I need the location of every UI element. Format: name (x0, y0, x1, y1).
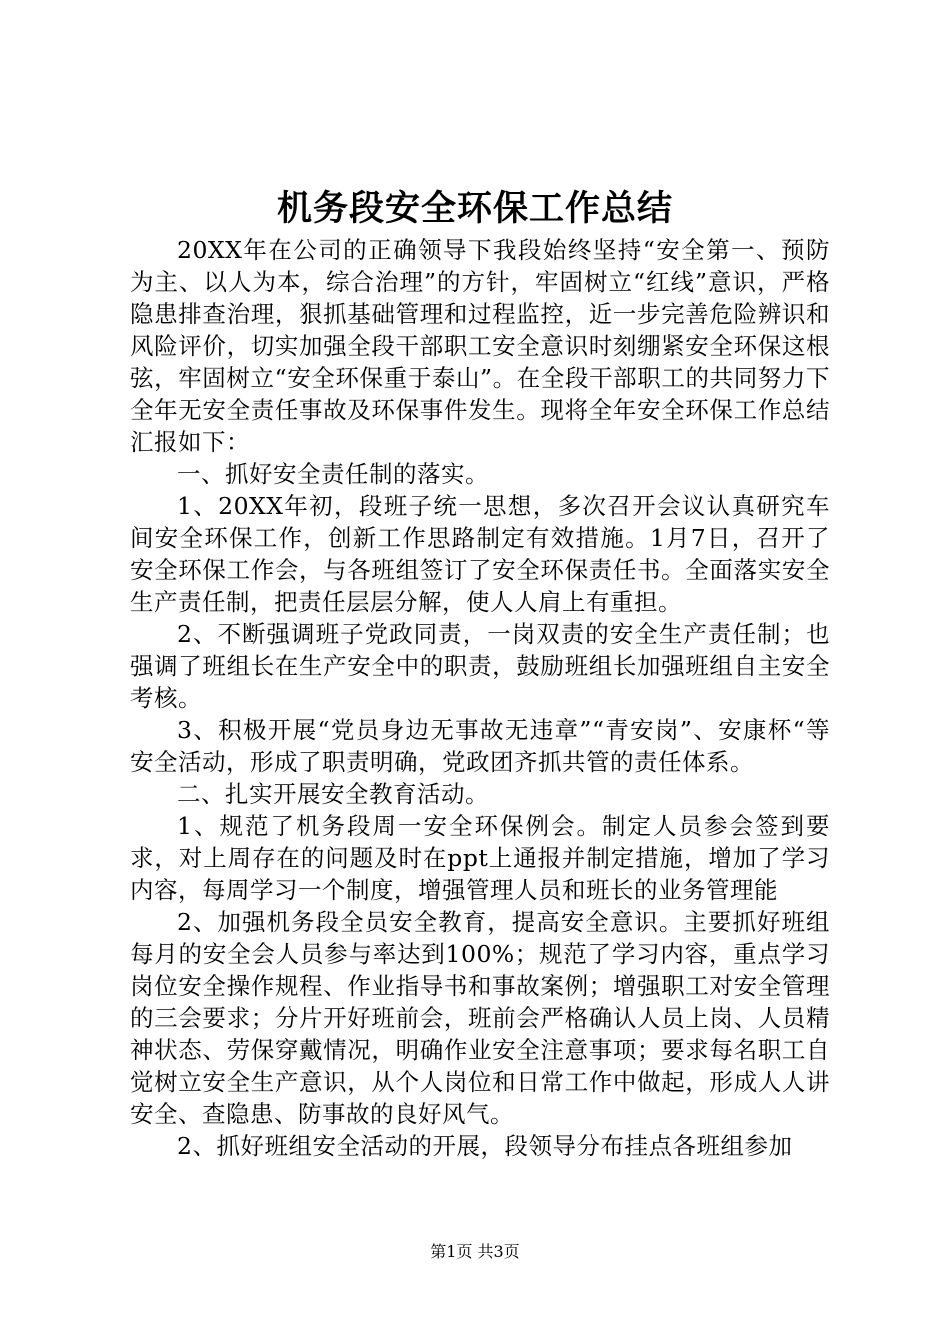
paragraph-2-2: 2、加强机务段全员安全教育，提高安全意识。主要抓好班组每月的安全会人员参与率达到100%；规范了学习内容，重点学习岗位安全操作规程、作业指导书和事故案例；增强职工对安全管理的三会要求；分片开好班前会，班前会严格确认人员上岗、人员精神状态、劳保穿戴情况，明确作业安全注意事项；要求每名职工自觉树立安全生产意识，从个人岗位和日常工作中做起，形成人人讲安全、查隐患、防事故的良好风气。 (130, 908, 830, 1128)
section-heading-2: 二、扎实开展安全教育活动。 (177, 780, 489, 808)
paragraph-2-1: 1、规范了机务段周一安全环保例会。制定人员参会签到要求，对上周存在的问题及时在ppt上通报并制定措施，增加了学习内容，每周学习一个制度，增强管理人员和班长的业务管理能 (130, 812, 830, 904)
section-heading-1: 一、抓好安全责任制的落实。 (177, 460, 489, 488)
paragraph-1-2: 2、不断强调班子党政同责，一岗双责的安全生产责任制；也强调了班组长在生产安全中的职责，鼓励班组长加强班组自主安全考核。 (130, 620, 830, 712)
paragraph-2-3: 2、抓好班组安全活动的开展，段领导分布挂点各班组参加 (177, 1132, 793, 1160)
paragraph-1-3: 3、积极开展“党员身边无事故无违章”“青安岗”、安康杯“等安全活动，形成了职责明确，党政团齐抓共管的责任体系。 (130, 716, 830, 776)
paragraph-1-1: 1、20XX年初，段班子统一思想，多次召开会议认真研究车间安全环保工作，创新工作思路制定有效措施。1月7日，召开了安全环保工作会，与各班组签订了安全环保责任书。全面落实安全生产责任制，把责任层层分解，使人人肩上有重担。 (130, 492, 830, 616)
paragraph-intro: 20XX年在公司的正确领导下我段始终坚持“安全第一、预防为主、以人为本，综合治理”的方针，牢固树立“红线”意识，严格隐患排查治理，狠抓基础管理和过程监控，近一步完善危险辨识和风险评价，切实加强全段干部职工安全意识时刻绷紧安全环保这根弦，牢固树立“安全环保重于泰山”。在全段干部职工的共同努力下全年无安全责任事故及环保事件发生。现将全年安全环保工作总结汇报如下： (130, 236, 830, 456)
document-body (130, 234, 830, 1162)
document-title: 机务段安全环保工作总结 (276, 188, 673, 229)
page-footer: 第1页 共3页 (430, 1242, 520, 1261)
